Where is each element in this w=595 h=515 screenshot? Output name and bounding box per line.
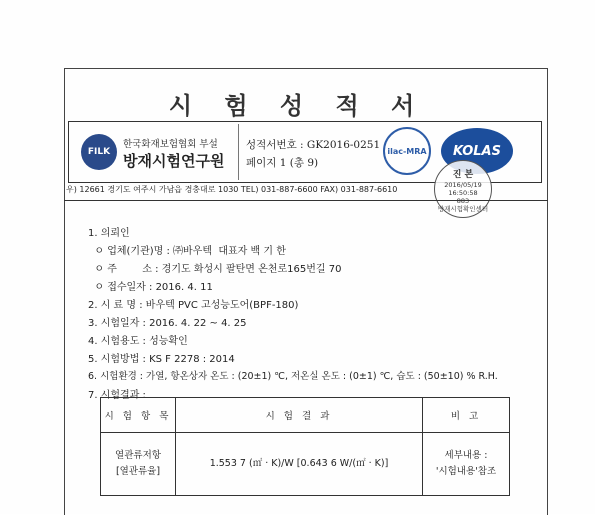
header-note: 비 고 — [423, 398, 510, 433]
item-line-1: 열관류저항 — [115, 450, 161, 461]
authenticity-stamp: 진 본 2016/05/19 16:50:58 883 방재시험확인센터 — [434, 160, 492, 218]
header-result: 시 험 결 과 — [176, 398, 423, 433]
field-environment: 6. 시험환경 : 가열, 항온상자 온도 : (20±1) ℃, 저온실 온도 : (0±1) ℃, 습도 : (50±10) % R.H. — [88, 371, 498, 382]
table-header-row — [101, 398, 510, 433]
header-divider — [238, 124, 239, 180]
cell-note — [423, 433, 510, 496]
org-subtitle: 한국화재보험협회 부설 — [123, 139, 218, 150]
results-table — [100, 397, 510, 496]
field-test-date: 3. 시험일자 : 2016. 4. 22 ~ 4. 25 — [88, 318, 247, 329]
filk-logo: FILK — [81, 134, 117, 170]
field-purpose: 4. 시험용도 : 성능확인 — [88, 336, 188, 347]
field-method: 5. 시험방법 : KS F 2278 : 2014 — [88, 354, 235, 365]
report-number: 성적서번호 : GK2016-0251 — [246, 139, 381, 151]
field-company: ㅇ 업체(기관)명 : ㈜바우텍 대표자 백 기 한 — [88, 246, 286, 257]
org-name: 방재시험연구원 — [123, 152, 225, 170]
page-number: 페이지 1 (총 9) — [246, 157, 319, 169]
field-requester: 1. 의뢰인 — [88, 228, 130, 239]
ilac-mra-logo: ilac-MRA — [383, 127, 431, 175]
cell-result: 1.553 7 (㎡ · K)/W [0.643 6 W/(㎡ · K)] — [176, 433, 423, 496]
table-row — [101, 433, 510, 496]
header-item: 시 험 항 목 — [101, 398, 176, 433]
item-line-2: [열관류율] — [115, 466, 161, 477]
note-line-2: '시험내용'참조 — [435, 466, 497, 477]
note-line-1: 세부내용 : — [444, 450, 488, 461]
address-line: 우) 12661 경기도 여주시 가남읍 경충대로 1030 TEL) 031-887-6600 FAX) 031-887-6610 — [64, 184, 548, 201]
cell-item — [101, 433, 176, 496]
kolas-logo: KOLAS — [441, 128, 513, 174]
field-results: 7. 시험결과 : — [88, 390, 146, 401]
field-address: ㅇ 주 소 : 경기도 화성시 팔탄면 온천로165번길 70 — [88, 264, 342, 275]
document-title: 시 험 성 적 서 — [168, 91, 427, 120]
field-sample-name: 2. 시 료 명 : 바우텍 PVC 고성능도어(BPF-180) — [88, 300, 299, 311]
field-receipt-date: ㅇ 접수일자 : 2016. 4. 11 — [88, 282, 213, 293]
